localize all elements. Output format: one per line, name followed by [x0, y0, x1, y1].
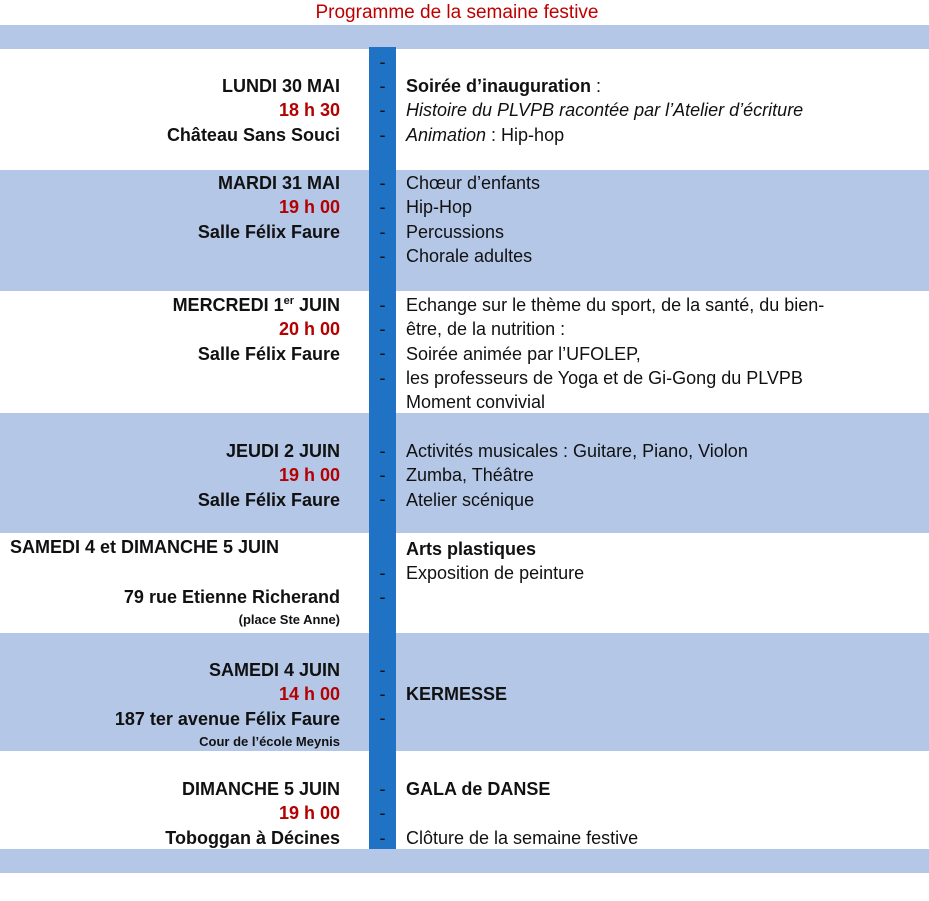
- dash-marker: -: [379, 441, 386, 461]
- dash-marker: -: [379, 803, 386, 823]
- mardi-date: MARDI 31 MAI: [217, 173, 340, 193]
- jeudi-item: Atelier scénique: [406, 489, 535, 510]
- samedi-place: 187 ter avenue Félix Faure: [114, 708, 340, 729]
- mardi-item: Chorale adultes: [406, 245, 533, 266]
- samedi-dimanche-info: [124, 585, 340, 631]
- samedi-place-note: Cour de l’école Meynis: [199, 733, 340, 749]
- mardi-item: Hip-Hop: [406, 197, 473, 218]
- dash-marker: -: [379, 295, 386, 315]
- samedi-info: [115, 658, 340, 753]
- lundi-line1: [406, 74, 803, 98]
- dimanche-info: [165, 777, 340, 850]
- mercredi-date-prefix: MERCREDI 1: [172, 295, 284, 315]
- mercredi-place: Salle Félix Faure: [197, 343, 340, 364]
- mercredi-date-sup: er: [283, 295, 294, 307]
- mercredi-line: Moment convivial: [406, 392, 546, 413]
- samedi-dimanche-place: 79 rue Etienne Richerand: [123, 587, 340, 607]
- dash-marker: -: [379, 319, 386, 339]
- lundi-details: [406, 74, 803, 147]
- dash-marker: -: [379, 52, 386, 72]
- lundi-time: 18 h 30: [278, 100, 340, 121]
- jeudi-place: Salle Félix Faure: [197, 489, 340, 510]
- lundi-heading: Soirée d’inauguration: [406, 76, 592, 96]
- dash-marker: -: [379, 246, 386, 266]
- samedi-dimanche-date: SAMEDI 4 et DIMANCHE 5 JUIN: [10, 537, 280, 557]
- dash-marker: -: [379, 708, 386, 728]
- mercredi-line: Soirée animée par l’UFOLEP,: [406, 343, 641, 364]
- band-bottom: [0, 849, 929, 873]
- lundi-heading-colon: :: [591, 76, 602, 96]
- samedi-dimanche-place-note: (place Ste Anne): [238, 612, 340, 628]
- dash-marker: -: [379, 489, 386, 509]
- dash-marker: -: [379, 684, 386, 704]
- mercredi-time: 20 h 00: [278, 319, 340, 340]
- mardi-info: [198, 171, 340, 244]
- samedi-time: 14 h 00: [278, 684, 340, 705]
- lundi-line2: Histoire du PLVPB racontée par l’Atelier d’écriture: [406, 100, 804, 121]
- mardi-item: Percussions: [406, 221, 505, 242]
- mardi-item: Chœur d’enfants: [406, 173, 541, 193]
- mercredi-date-suffix: JUIN: [293, 295, 340, 315]
- jeudi-date: JEUDI 2 JUIN: [225, 441, 340, 461]
- dimanche-item: Clôture de la semaine festive: [406, 828, 639, 848]
- lundi-line3: [406, 123, 803, 147]
- dash-marker: -: [379, 368, 386, 388]
- dimanche-place: Toboggan à Décines: [165, 827, 340, 848]
- dash-marker: -: [379, 100, 386, 120]
- dash-marker: -: [379, 563, 386, 583]
- band-top: [0, 25, 929, 49]
- samedi-dimanche-details: [406, 537, 584, 586]
- dash-marker: -: [379, 779, 386, 799]
- dash-marker: -: [379, 660, 386, 680]
- mercredi-line: les professeurs de Yoga et de Gi-Gong du PLVPB: [406, 367, 803, 388]
- samedi-dimanche-heading: Arts plastiques: [406, 539, 537, 559]
- dimanche-time: 19 h 00: [278, 803, 340, 824]
- dash-marker: -: [379, 343, 386, 363]
- jeudi-item: Activités musicales : Guitare, Piano, Violon: [406, 441, 748, 461]
- lundi-place: Château Sans Souci: [166, 124, 340, 145]
- jeudi-info: [198, 439, 340, 512]
- samedi-heading: KERMESSE: [406, 684, 508, 704]
- mercredi-details: [406, 293, 824, 414]
- dash-marker: -: [379, 173, 386, 193]
- jeudi-details: [406, 439, 748, 512]
- jeudi-item: Zumba, Théâtre: [406, 465, 534, 486]
- mercredi-line: être, de la nutrition :: [406, 319, 566, 340]
- dimanche-date: DIMANCHE 5 JUIN: [181, 779, 340, 799]
- mardi-place: Salle Félix Faure: [197, 221, 340, 242]
- mercredi-date: [173, 293, 340, 317]
- dash-marker: -: [379, 125, 386, 145]
- dash-marker: -: [379, 465, 386, 485]
- jeudi-time: 19 h 00: [278, 465, 340, 486]
- lundi-animation-label: Animation: [406, 124, 487, 145]
- samedi-dimanche-item: Exposition de peinture: [406, 563, 585, 584]
- lundi-animation-value: : Hip-hop: [486, 124, 565, 145]
- mercredi-info: [173, 293, 340, 366]
- dash-marker: -: [379, 222, 386, 242]
- mardi-details: [406, 171, 540, 268]
- mercredi-line: Echange sur le thème du sport, de la santé, du bien-: [406, 295, 825, 315]
- dash-marker: -: [379, 587, 386, 607]
- samedi-date: SAMEDI 4 JUIN: [208, 660, 340, 680]
- lundi-info: [167, 74, 340, 147]
- dash-marker: -: [379, 828, 386, 848]
- dimanche-heading: GALA de DANSE: [406, 779, 551, 799]
- lundi-date: LUNDI 30 MAI: [221, 76, 340, 96]
- dash-marker: -: [379, 197, 386, 217]
- page-title: Programme de la semaine festive: [315, 2, 599, 23]
- mardi-time: 19 h 00: [278, 197, 340, 218]
- dash-marker: -: [379, 76, 386, 96]
